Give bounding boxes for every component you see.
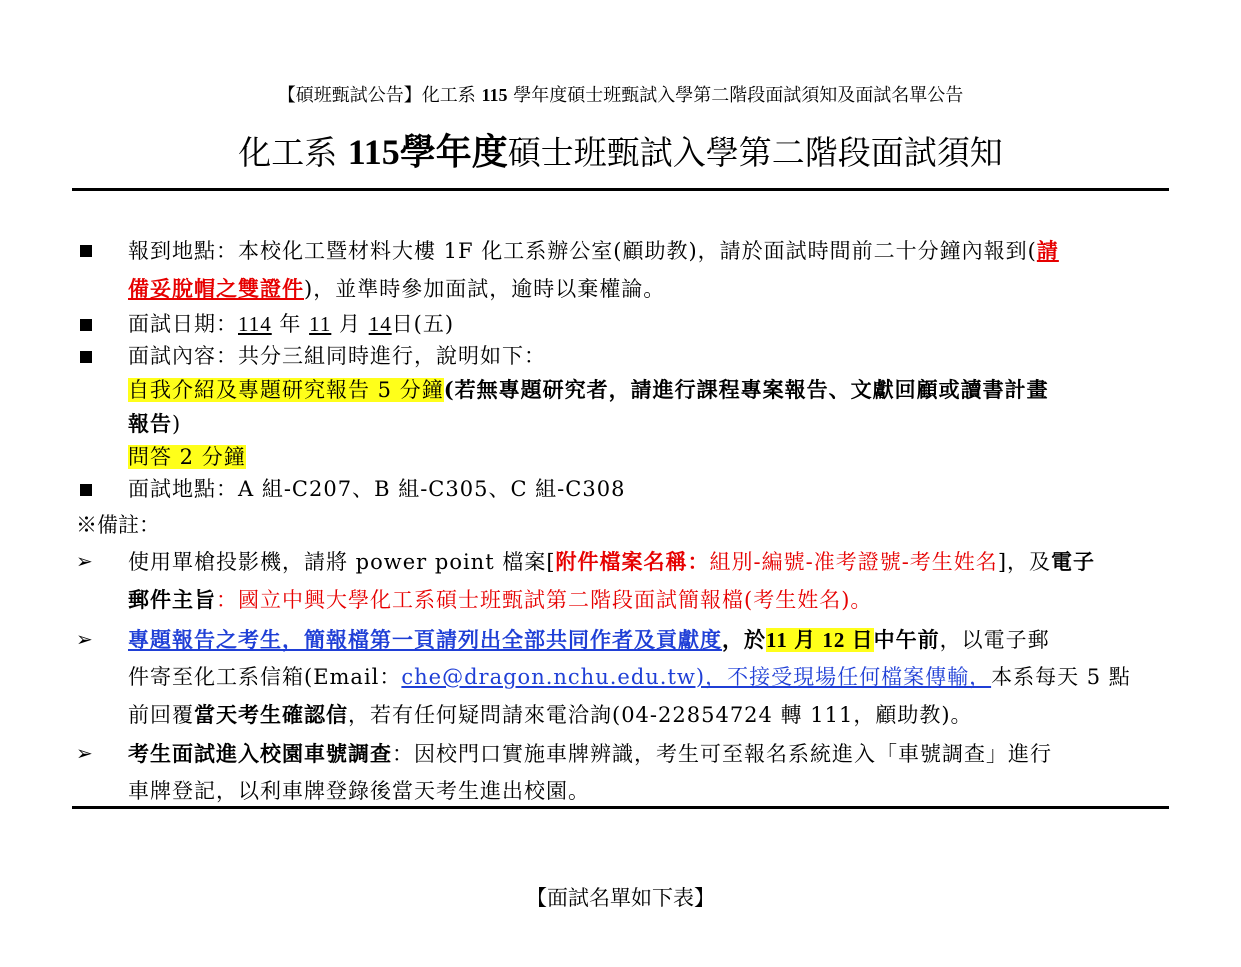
- date-day-unit: 日(五): [391, 312, 455, 336]
- remark2-text-4: 前回覆: [128, 703, 194, 727]
- remark2-text-1: ，以電子郵: [939, 628, 1050, 652]
- page-title: [0, 130, 1241, 175]
- remark3-text-2: 車牌登記，以利車牌登錄後當天考生進出校園。: [128, 779, 590, 803]
- arrow-bullet-icon: ➢: [76, 741, 93, 765]
- remark2-bold-2: 中午前: [873, 627, 940, 652]
- content-text: 面試內容：共分三組同時進行，說明如下：: [128, 344, 546, 368]
- content-highlight-2: 問答 2 分鐘: [128, 445, 246, 469]
- content-bold-2: 報告: [128, 411, 172, 436]
- remark2-bold-3: 當天考生確認信: [194, 702, 348, 727]
- date-year-unit: 年: [271, 312, 310, 336]
- item-interview-content: [72, 340, 1169, 474]
- remark2-text-3: 本系每天 5 點: [991, 665, 1131, 689]
- item-report-location: [72, 232, 1169, 308]
- date-label: 面試日期：: [128, 312, 238, 336]
- arrow-bullet-icon: ➢: [76, 627, 93, 651]
- announcement-year: 115: [481, 85, 508, 105]
- announcement-line: [0, 84, 1241, 107]
- remark3-bold: 考生面試進入校園車號調查: [128, 741, 392, 766]
- report-text-after: )，並準時參加面試，逾時以棄權論。: [304, 277, 666, 301]
- report-red-2: 備妥脫帽之雙證件: [128, 276, 304, 301]
- remark-project-report: [72, 621, 1169, 734]
- remark-vehicle-survey: [72, 735, 1169, 810]
- email-link[interactable]: che@dragon.nchu.edu.tw)，不接受現場任何檔案傳輸，: [401, 665, 992, 689]
- title-year: 115: [347, 132, 400, 172]
- date-day: 14: [368, 312, 392, 336]
- announcement-suffix: 學年度碩士班甄試入學第二階段面試須知及面試名單公告: [513, 85, 964, 106]
- bottom-divider: [72, 806, 1169, 809]
- remark1-bold-1: 電子: [1051, 549, 1096, 574]
- title-prefix: 化工系: [238, 133, 338, 172]
- report-red-1: 請: [1036, 238, 1059, 263]
- remark2-text-5: ，若有任何疑問請來電洽詢(04-22854724 轉 111，顧助教)。: [348, 703, 973, 727]
- remark1-after: ]，及: [997, 550, 1052, 574]
- date-month: 11: [309, 312, 332, 336]
- remark2-deadline-date: 11 月 12 日: [766, 628, 874, 652]
- title-mid: 學年度: [399, 132, 508, 172]
- announcement-prefix: 【碩班甄試公告】化工系: [277, 85, 476, 106]
- content-after-2: ): [172, 412, 182, 436]
- remark-projector: [72, 543, 1169, 619]
- remark3-text-1: ：因校門口實施車牌辨識，考生可至報名系統進入「車號調查」進行: [392, 742, 1052, 766]
- date-year: 114: [238, 312, 272, 336]
- arrow-bullet-icon: ➢: [76, 549, 93, 573]
- remark1-red: 組別-編號-准考證號-考生姓名: [709, 550, 998, 574]
- remark1-red-bold: 附件檔案名稱：: [555, 549, 710, 574]
- remark2-blue: 專題報告之考生，簡報檔第一頁請列出全部共同作者及貢獻度: [128, 627, 722, 652]
- report-text: 報到地點：本校化工暨材料大樓 1F 化工系辦公室(顧助教)，請於面試時間前二十分鐘內報到(: [128, 239, 1037, 263]
- title-suffix: 碩士班甄試入學第二階段面試須知: [507, 133, 1003, 172]
- remark2-text-2: 件寄至化工系信箱(Email：: [128, 665, 402, 689]
- remark1-bold-2: 郵件主旨: [128, 587, 216, 612]
- content-highlight-1: 自我介紹及專題研究報告 5 分鐘: [128, 378, 444, 402]
- date-month-unit: 月: [331, 312, 369, 336]
- list-heading: 【面試名單如下表】: [526, 886, 715, 910]
- remarks-label: ※備註：: [76, 513, 160, 537]
- item-interview-location: [72, 471, 1169, 508]
- remark1-text: 使用單槍投影機，請將 power point 檔案[: [128, 550, 556, 574]
- remark1-red-2: ：國立中興大學化工系碩士班甄試第二階段面試簡報檔(考生姓名)。: [216, 588, 873, 612]
- location-text: 面試地點：A 組-C207、B 組-C305、C 組-C308: [128, 477, 626, 501]
- item-interview-date: [72, 306, 1169, 343]
- remark2-bold-1: ，於: [722, 627, 766, 652]
- content-bold-1: (若無專題研究者，請進行課程專案報告、文獻回顧或讀書計畫: [443, 377, 1049, 402]
- top-divider: [72, 188, 1169, 191]
